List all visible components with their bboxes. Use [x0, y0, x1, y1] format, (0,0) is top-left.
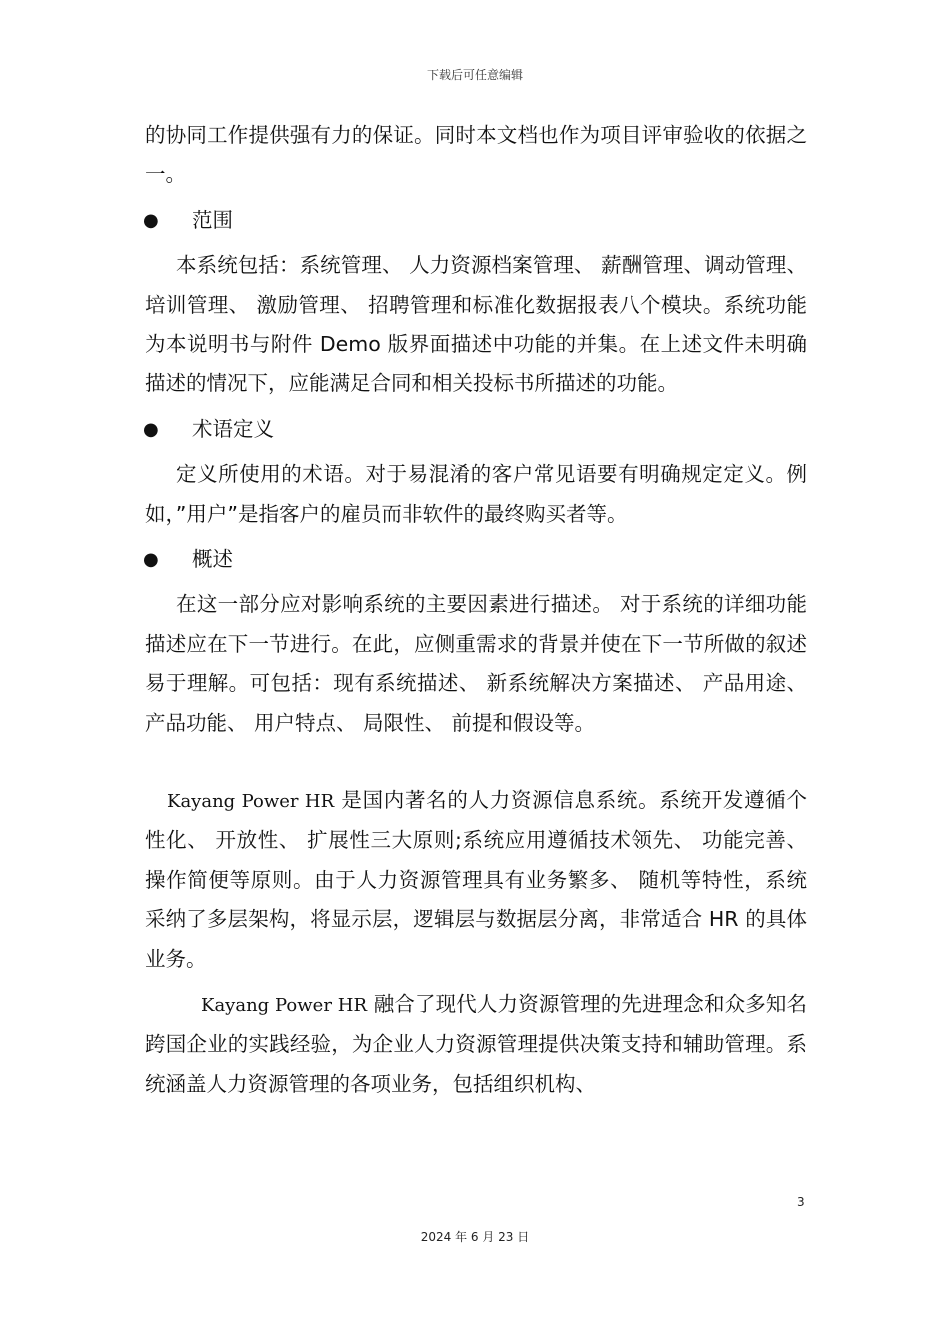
section-heading-terms — [145, 410, 807, 449]
section-title-terms: 术语定义 — [192, 416, 274, 441]
bullet-icon: ● — [143, 418, 159, 440]
document-body — [145, 116, 807, 1104]
product-name: Kayang Power HR — [167, 791, 335, 813]
paragraph-kayang-features — [145, 985, 807, 1104]
paragraph-kayang-features-text: 融合了现代人力资源管理的先进理念和众多知名跨国企业的实践经验，为企业人力资源管理提供决策支持和辅助管理。系统涵盖人力资源管理的各项业务，包括组织机构、 — [145, 992, 808, 1096]
paragraph-scope: 本系统包括：系统管理、 人力资源档案管理、 薪酬管理、调动管理、 培训管理、 激励管理、 招聘管理和标准化数据报表八个模块。系统功能为本说明书与附件 Demo 版界面描述中功能的并集。在上述文件未明确描述的情况下，应能满足合同和相关投标书所描述的功能。 — [145, 253, 807, 396]
paragraph-kayang-intro-text: 是国内著名的人力资源信息系统。系统开发遵循个性化、 开放性、 扩展性三大原则;系统应用遵循技术领先、 功能完善、 操作简便等原则。由于人力资源管理具有业务繁多、 随机等特性，系统采纳了多层架构，将显示层，逻辑层与数据层分离，非常适合 HR 的具体业务。 — [145, 788, 807, 971]
paragraph-terms: 定义所使用的术语。对于易混淆的客户常见语要有明确规定定义。例如，”用户”是指客户的雇员而非软件的最终购买者等。 — [145, 462, 807, 526]
paragraph-kayang-intro — [145, 781, 807, 979]
section-heading-overview — [145, 540, 807, 579]
section-heading-scope — [145, 201, 807, 240]
paragraph-overview: 在这一部分应对影响系统的主要因素进行描述。 对于系统的详细功能描述应在下一节进行。在此，应侧重需求的背景并使在下一节所做的叙述易于理解。可包括：现有系统描述、 新系统解决方案描述、 产品用途、 产品功能、 用户特点、 局限性、 前提和假设等。 — [145, 592, 807, 735]
section-title-scope: 范围 — [192, 207, 233, 232]
paragraph-intro-continued: 的协同工作提供强有力的保证。同时本文档也作为项目评审验收的依据之一。 — [145, 123, 807, 187]
section-title-overview: 概述 — [192, 547, 233, 572]
bullet-icon: ● — [143, 209, 159, 231]
page-number: 3 — [797, 1195, 805, 1209]
product-name: Kayang Power HR — [201, 995, 368, 1017]
bullet-icon: ● — [143, 549, 159, 571]
page-footer-date: 2024 年 6 月 23 日 — [420, 1230, 530, 1244]
page-header: 下载后可任意编辑 — [426, 68, 523, 82]
